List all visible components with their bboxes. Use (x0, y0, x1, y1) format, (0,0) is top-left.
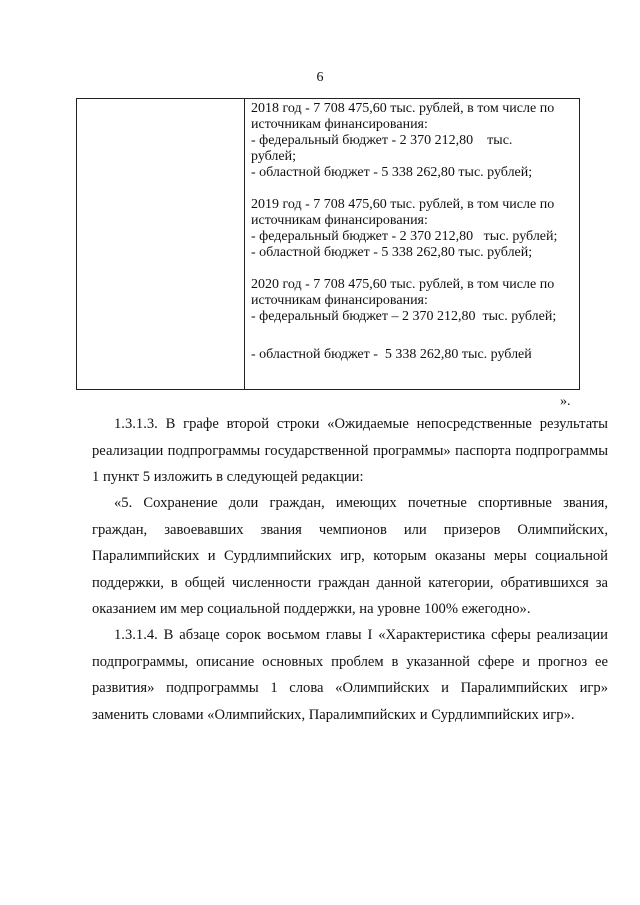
paragraph-1-3-1-3: 1.3.1.3. В графе второй строки «Ожидаемые непосредственные результаты реализации подпрограммы государственной программы» паспорта подпрограммы 1 пункт 5 изложить в следующей редакции: (92, 416, 608, 485)
year-summary: 2018 год - 7 708 475,60 тыс. рублей, в том числе по источникам финансирования: (251, 101, 555, 132)
regional-budget-line: - областной бюджет - 5 338 262,80 тыс. рублей; (251, 245, 533, 260)
table-row (77, 99, 580, 390)
empty-label-cell (77, 99, 245, 390)
paragraph-1-3-1-4: 1.3.1.4. В абзаце сорок восьмом главы I «Характеристика сферы реализации подпрограммы, описание основных проблем в указанной сфере и прогноз ее развития» подпрограммы 1 слова «Олимпийских и Паралимпийских игр» заменить словами «Олимпийских, Паралимпийских и Сурдлимпийских игр». (92, 627, 608, 723)
year-block-2018 (251, 101, 573, 181)
year-summary: 2019 год - 7 708 475,60 тыс. рублей, в том числе по источникам финансирования: (251, 197, 555, 228)
page-number: 6 (316, 70, 324, 85)
federal-budget-line: - федеральный бюджет - 2 370 212,80 тыс. рублей; (251, 133, 516, 164)
regional-budget-line: - областной бюджет - 5 338 262,80 тыс. рублей; (251, 165, 533, 180)
financing-table (76, 98, 580, 390)
paragraph-item-5: «5. Сохранение доли граждан, имеющих почетные спортивные звания, граждан, завоевавших звания чемпионов или призеров Олимпийских, Паралимпийских и Сурдлимпийских игр, которым оказаны меры социальной поддержки, в общей численности граждан данной категории, обратившихся за оказанием им мер социальной поддержки, на уровне 100% ежегодно». (92, 495, 608, 617)
year-block-2020 (251, 277, 573, 363)
federal-budget-line: - федеральный бюджет – 2 370 212,80 тыс. рублей; (251, 309, 557, 324)
financing-cell (245, 99, 580, 390)
year-summary: 2020 год - 7 708 475,60 тыс. рублей, в том числе по источникам финансирования: (251, 277, 555, 308)
closing-quote: ». (560, 394, 571, 409)
year-block-2019 (251, 197, 573, 261)
regional-budget-line: - областной бюджет - 5 338 262,80 тыс. рублей (251, 347, 532, 362)
federal-budget-line: - федеральный бюджет - 2 370 212,80 тыс. рублей; (251, 229, 558, 244)
